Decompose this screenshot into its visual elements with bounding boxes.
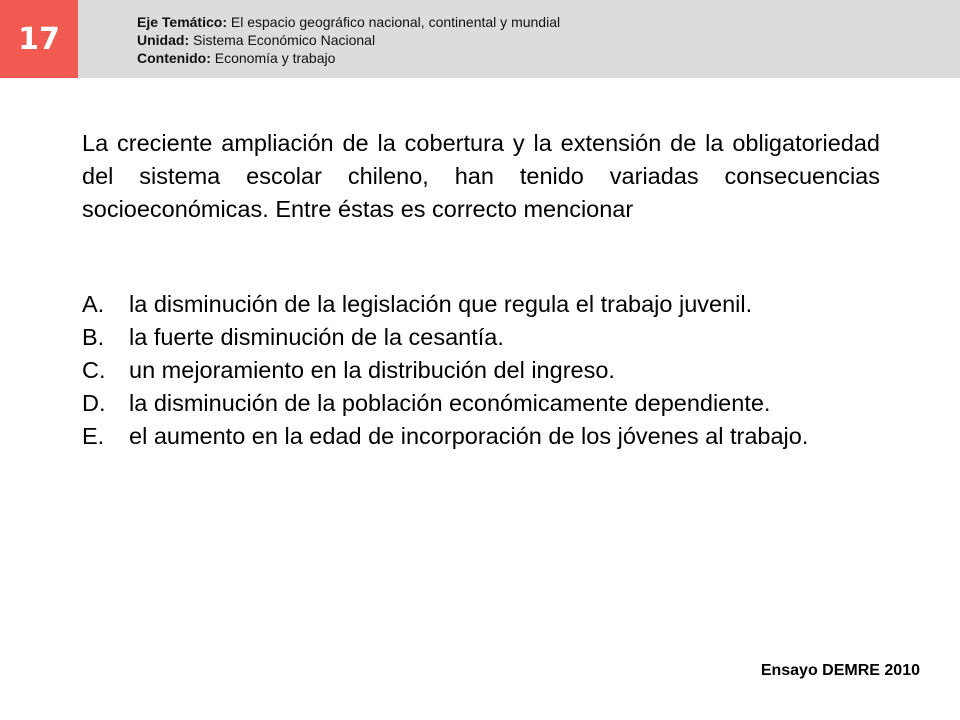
option-b[interactable] bbox=[82, 321, 880, 354]
option-a[interactable] bbox=[82, 288, 880, 321]
option-text: un mejoramiento en la distribución del ingreso. bbox=[129, 357, 615, 383]
answer-options bbox=[82, 288, 880, 453]
option-text: la fuerte disminución de la cesantía. bbox=[129, 324, 504, 350]
contenido-value: Economía y trabajo bbox=[210, 50, 336, 66]
option-text: la disminución de la población económicamente dependiente. bbox=[129, 390, 771, 416]
topic-metadata bbox=[137, 13, 560, 67]
option-text: el aumento en la edad de incorporación de los jóvenes al trabajo. bbox=[129, 423, 809, 449]
option-d[interactable] bbox=[82, 387, 880, 420]
contenido-line bbox=[137, 49, 560, 67]
option-e[interactable] bbox=[82, 420, 880, 453]
question-text: La creciente ampliación de la cobertura y la extensión de la obligatoriedad del sistema escolar chileno, han tenido variadas consecuencias socioeconómicas. Entre éstas es correcto mencionar bbox=[82, 130, 880, 222]
option-letter: C. bbox=[82, 357, 106, 383]
eje-tematico-label: Eje Temático: bbox=[137, 14, 227, 30]
eje-tematico-line bbox=[137, 13, 560, 31]
option-letter: B. bbox=[82, 324, 105, 350]
option-letter: E. bbox=[82, 423, 105, 449]
unidad-label: Unidad: bbox=[137, 32, 190, 48]
option-letter: D. bbox=[82, 390, 106, 416]
unidad-line bbox=[137, 31, 560, 49]
option-c[interactable] bbox=[82, 354, 880, 387]
unidad-value: Sistema Económico Nacional bbox=[189, 32, 376, 48]
contenido-label: Contenido: bbox=[137, 50, 211, 66]
source-footer: Ensayo DEMRE 2010 bbox=[760, 662, 920, 679]
option-letter: A. bbox=[82, 291, 105, 317]
option-text: la disminución de la legislación que regula el trabajo juvenil. bbox=[129, 291, 753, 317]
eje-tematico-value: El espacio geográfico nacional, continental y mundial bbox=[227, 14, 561, 30]
question-number: 17 bbox=[0, 0, 78, 78]
